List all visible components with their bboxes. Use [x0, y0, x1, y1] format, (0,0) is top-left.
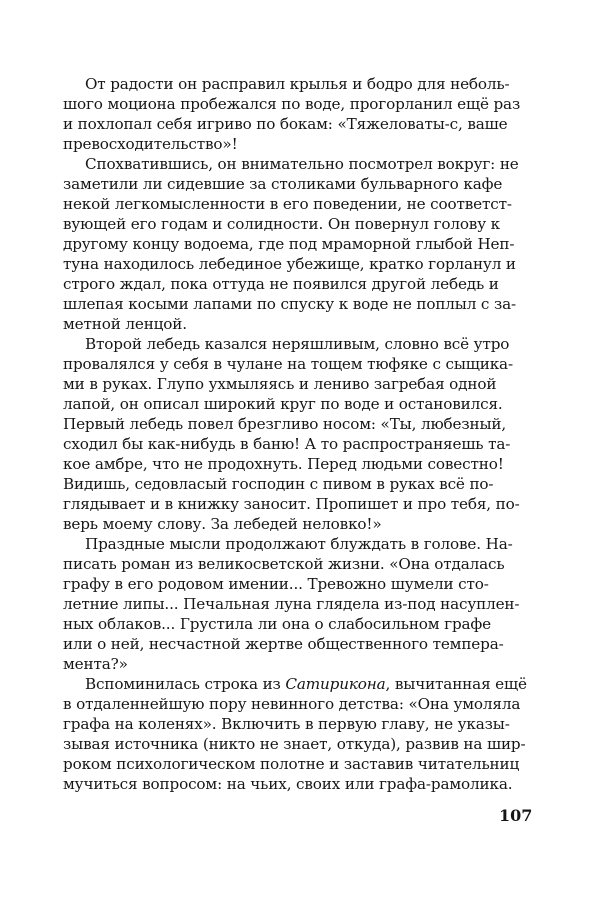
text-line: шлепая косыми лапами по спуску к воде не поплыл с за-	[63, 295, 516, 313]
text-line: лапой, он описал широкий круг по воде и остановился.	[63, 395, 503, 413]
text-line: или о ней, несчастной жертве общественного темпера-	[63, 635, 504, 653]
text-line: превосходительство»!	[63, 135, 238, 153]
text-line: в отдаленнейшую пору невинного детства: «Она умоляла	[63, 695, 521, 713]
book-title-italic: Сатирикона	[285, 675, 386, 693]
text-line: мента?»	[63, 655, 128, 673]
text-line	[63, 674, 538, 694]
text-line: верь моему слову. За лебедей неловко!»	[63, 515, 382, 533]
text-line: Видишь, седовласый господин с пивом в руках всё по-	[63, 475, 494, 493]
text-line: Первый лебедь повел брезгливо носом: «Ты, любезный,	[63, 415, 507, 433]
text-line: строго ждал, пока оттуда не появился другой лебедь и	[63, 275, 499, 293]
text-line: летние липы... Печальная луна глядела из-под насуплен-	[63, 595, 520, 613]
text-line: провалялся у себя в чулане на тощем тюфяке с сыщика-	[63, 355, 513, 373]
text-line: метной ленцой.	[63, 315, 187, 333]
text-line: шого моциона пробежался по воде, прогорланил ещё раз	[63, 95, 521, 113]
text-line: Спохватившись, он внимательно посмотрел вокруг: не	[85, 155, 519, 173]
text-fragment: , вычитанная ещё	[385, 675, 527, 693]
text-line: заметили ли сидевшие за столиками бульварного кафе	[63, 175, 503, 193]
text-line: зывая источника (никто не знает, откуда), развив на шир-	[63, 735, 526, 753]
text-line: От радости он расправил крылья и бодро для неболь-	[85, 75, 510, 93]
text-line: кое амбре, что не продохнуть. Перед людьми совестно!	[63, 455, 504, 473]
text-line: писать роман из великосветской жизни. «Она отдалась	[63, 555, 505, 573]
text-line: и похлопал себя игриво по бокам: «Тяжеловаты-с, ваше	[63, 115, 508, 133]
text-line: вующей его годам и солидности. Он повернул голову к	[63, 215, 501, 233]
text-line: графа на коленях». Включить в первую главу, не указы-	[63, 715, 510, 733]
body-text	[63, 74, 538, 794]
page-number: 107	[499, 806, 533, 825]
text-line: туна находилось лебединое убежище, кратко горланул и	[63, 255, 516, 273]
text-line: ных облаков... Грустила ли она о слабосильном графе	[63, 615, 491, 633]
text-line: графу в его родовом имении... Тревожно шумели сто-	[63, 575, 489, 593]
text-line: мучиться вопросом: на чьих, своих или графа-рамолика.	[63, 775, 513, 793]
text-line: глядывает и в книжку заносит. Пропишет и про тебя, по-	[63, 495, 520, 513]
text-line: Второй лебедь казался неряшливым, словно всё утро	[85, 335, 510, 353]
text-line: другому концу водоема, где под мраморной глыбой Неп-	[63, 235, 515, 253]
text-line: роком психологическом полотне и заставив читательниц	[63, 755, 520, 773]
text-line: ми в руках. Глупо ухмыляясь и лениво загребая одной	[63, 375, 497, 393]
text-line: Праздные мысли продолжают блуждать в голове. На-	[85, 535, 513, 553]
text-line: некой легкомысленности в его поведении, не соответст-	[63, 195, 512, 213]
text-fragment: Вспоминилась строка из	[85, 675, 286, 693]
text-line: сходил бы как-нибудь в баню! А то распространяешь та-	[63, 435, 511, 453]
